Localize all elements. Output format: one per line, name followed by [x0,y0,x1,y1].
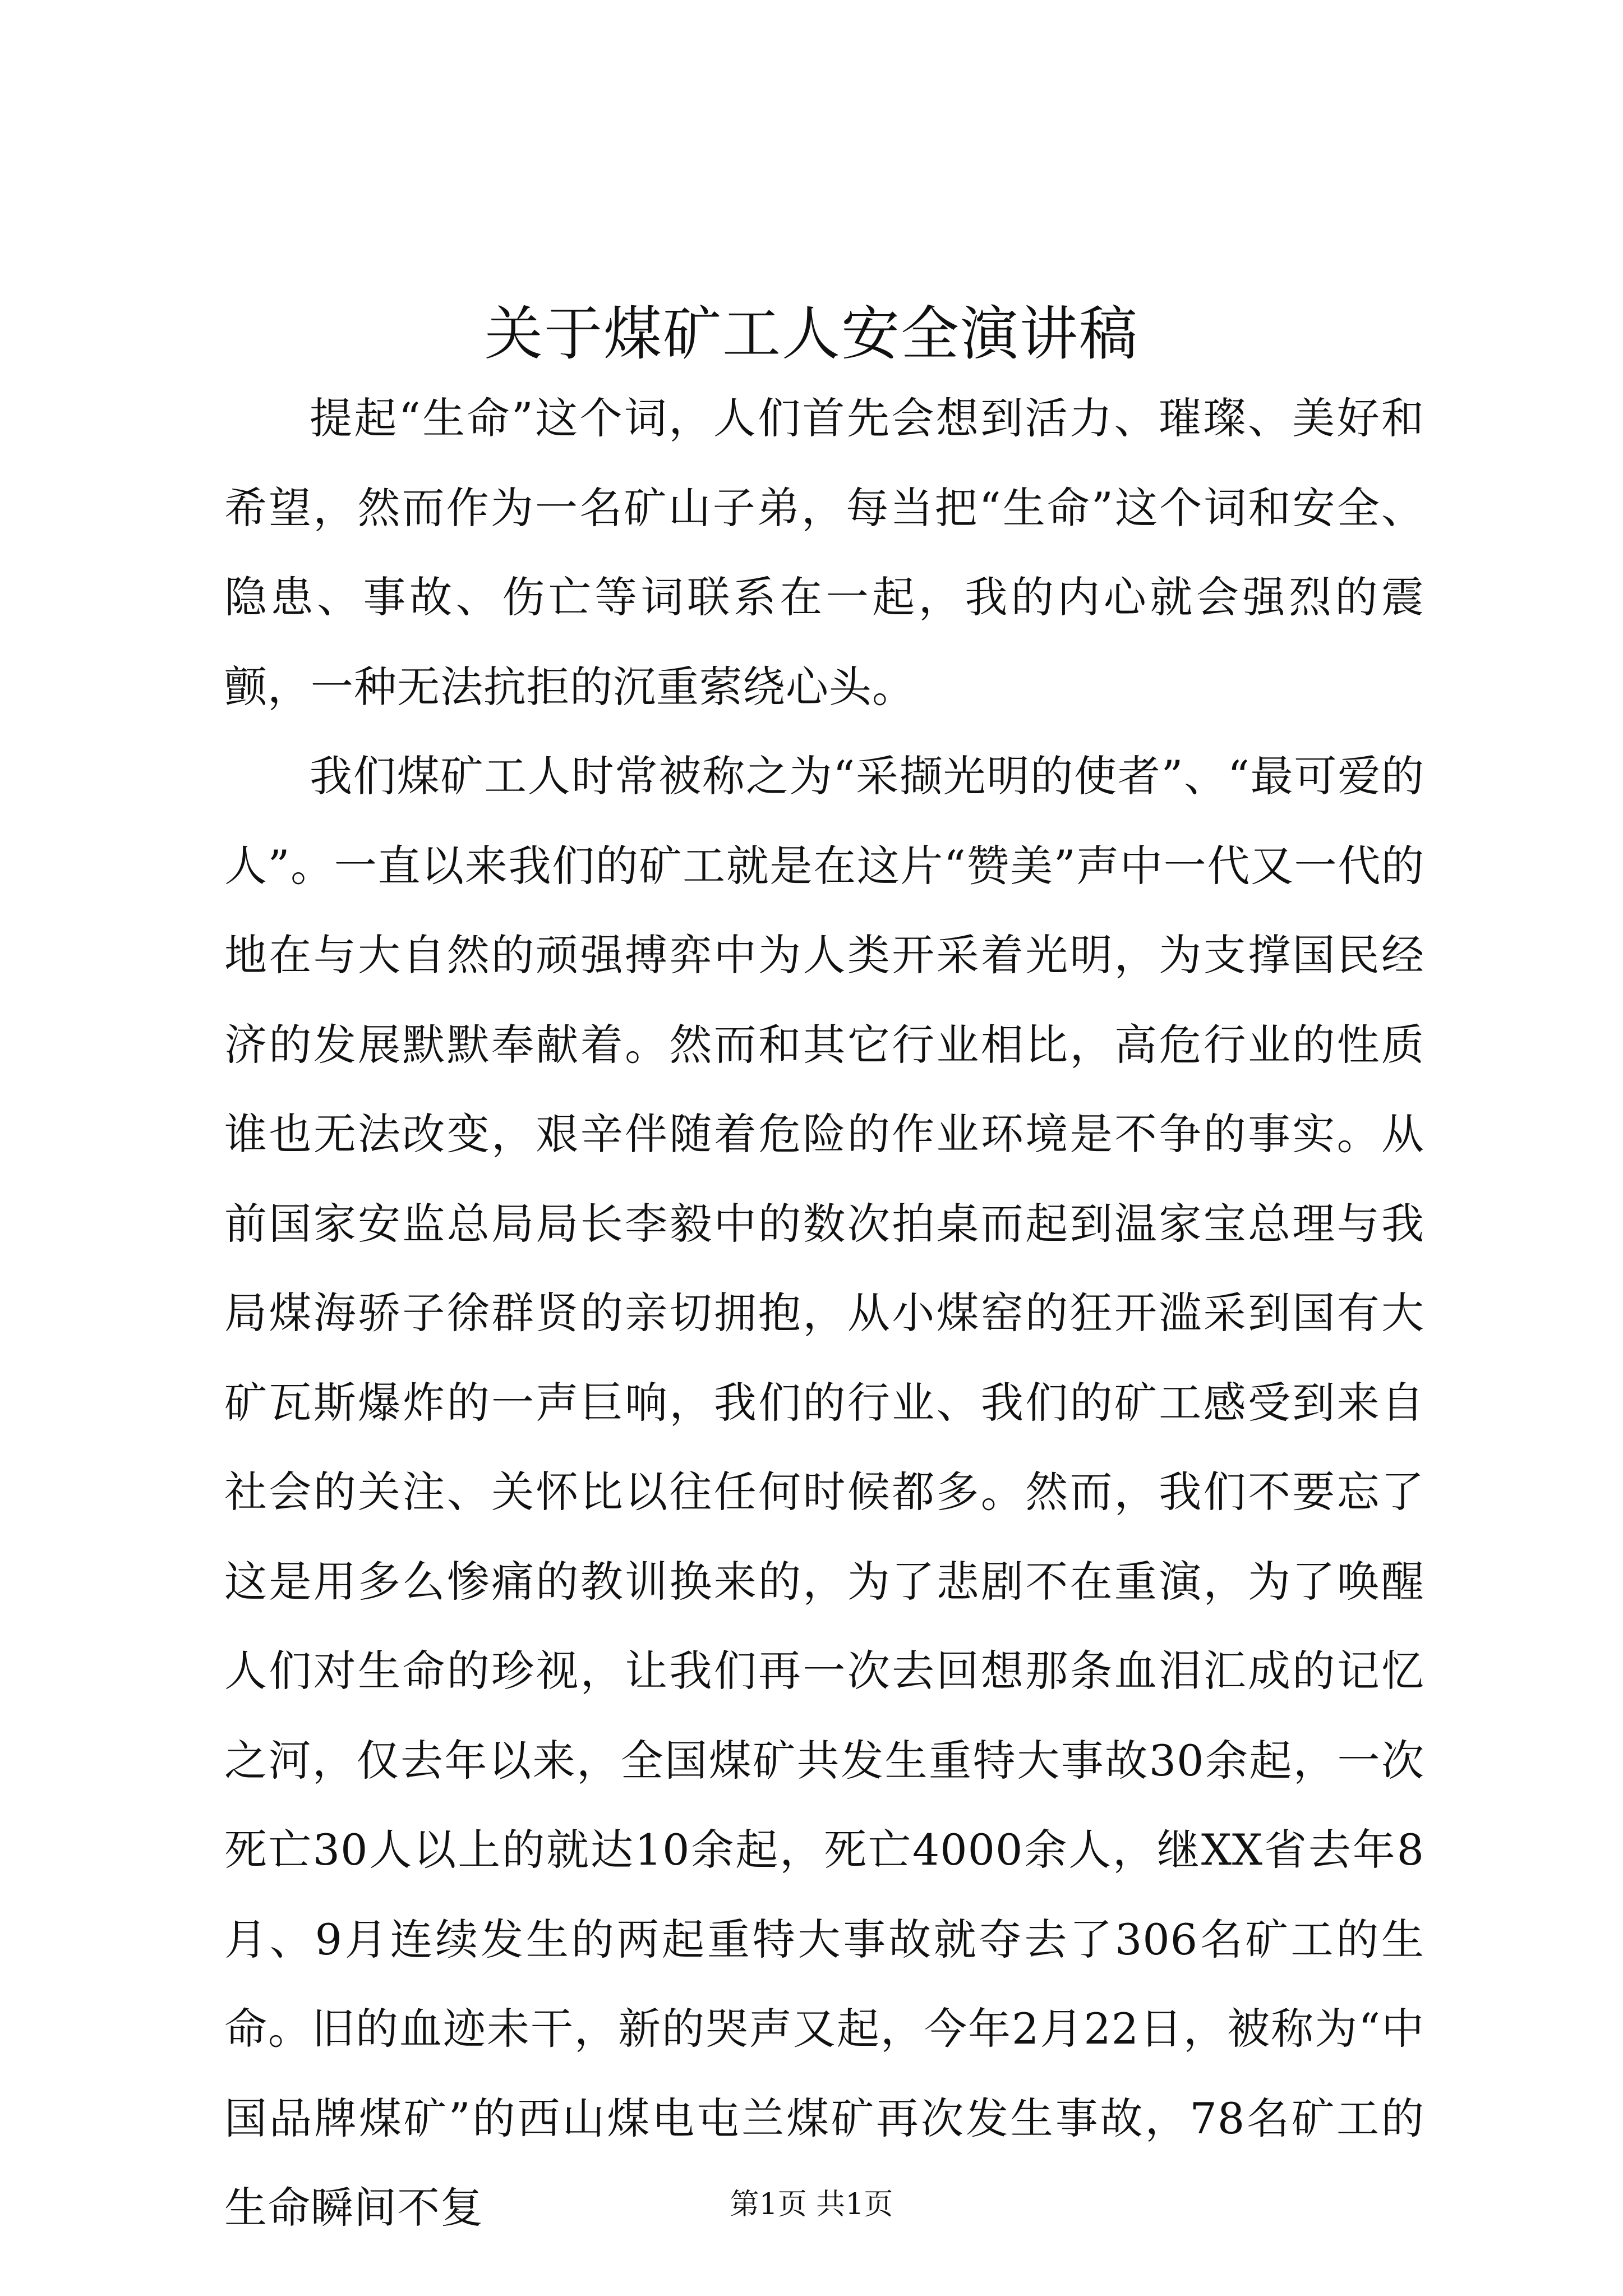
page-footer: 第1页 共1页 [730,2188,893,2221]
document-title: 关于煤矿工人安全演讲稿 [484,300,1138,368]
paragraph-1: 提起“生命”这个词，人们首先会想到活力、璀璨、美好和希望，然而作为一名矿山子弟，每当把“生命”这个词和安全、隐患、事故、伤亡等词联系在一起，我的内心就会强烈的震颤，一种无法抗拒的沉重萦绕心头。 [224,393,1424,712]
document-body [224,374,1424,2253]
paragraph-2: 我们煤矿工人时常被称之为“采撷光明的使者”、“最可爱的人”。一直以来我们的矿工就是在这片“赞美”声中一代又一代的地在与大自然的顽强搏弈中为人类开采着光明，为支撑国民经济的发展默默奉献着。然而和其它行业相比，高危行业的性质谁也无法改变，艰辛伴随着危险的作业环境是不争的事实。从前国家安监总局局长李毅中的数次拍桌而起到温家宝总理与我局煤海骄子徐群贤的亲切拥抱，从小煤窑的狂开滥采到国有大矿瓦斯爆炸的一声巨响，我们的行业、我们的矿工感受到来自社会的关注、关怀比以往任何时候都多。然而，我们不要忘了这是用多么惨痛的教训换来的，为了悲剧不在重演，为了唤醒人们对生命的珍视，让我们再一次去回想那条血泪汇成的记忆之河，仅去年以来，全国煤矿共发生重特大事故30余起，一次死亡30人以上的就达10余起，死亡4000余人，继XX省去年8月、9月连续发生的两起重特大事故就夺去了306名矿工的生命。旧的血迹未干，新的哭声又起，今年2月22日，被称为“中国品牌煤矿”的西山煤电屯兰煤矿再次发生事故，78名矿工的生命瞬间不复 [224,751,1424,2233]
